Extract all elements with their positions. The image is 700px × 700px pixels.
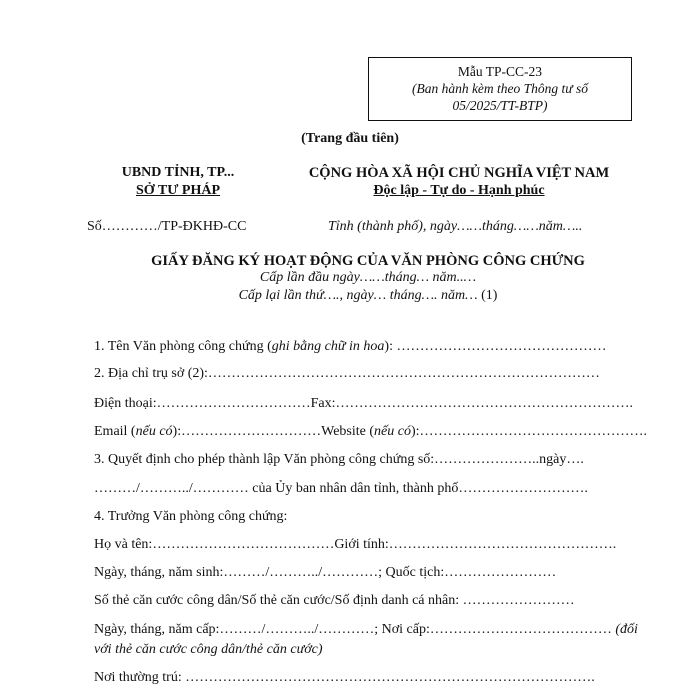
email-label: Email (	[94, 424, 136, 439]
line-id-number: Số thẻ căn cước công dân/Số thẻ căn cước/Số định danh cá nhân: ……………………	[94, 593, 575, 608]
form-code: Mẫu TP-CC-23	[457, 64, 543, 79]
line-birthdate-nationality: Ngày, tháng, năm sinh:………/………../…………; Quốc tịch:……………………	[94, 565, 557, 580]
line-residence: Nơi thường trú: …………………………………………………………………………….	[94, 670, 595, 685]
left-dept-wrap	[92, 183, 264, 199]
page-marker: (Trang đầu tiên)	[301, 131, 399, 146]
office-name-dots: ): ………………………………………	[384, 339, 607, 354]
line-fullname-gender: Họ và tên:…………………………………Giới tính:………………………………………….	[94, 537, 617, 552]
office-name-label: 1. Tên Văn phòng công chứng (	[94, 339, 272, 354]
document-number: Số…………/TP-ĐKHĐ-CC	[87, 219, 247, 234]
reissue-text: Cấp lại lần thứ…., ngày… tháng…. năm…	[238, 288, 478, 303]
document-title: GIẤY ĐĂNG KÝ HOẠT ĐỘNG CỦA VĂN PHÒNG CÔNG CHỨNG	[151, 253, 585, 269]
line-office-name	[94, 339, 606, 355]
form-code-box	[368, 57, 632, 121]
issue-note-start: (đối	[615, 622, 638, 637]
line-phone-fax: Điện thoại:……………………………Fax:……………………………………………………….	[94, 396, 633, 411]
line-head-heading: 4. Trưởng Văn phòng công chứng:	[94, 509, 288, 524]
website-dots: ):………………………………………….	[410, 424, 648, 439]
motto-wrap	[296, 183, 622, 199]
line-issue-date-place	[94, 622, 638, 638]
website-optional: nếu có	[374, 424, 411, 439]
line-issue-note: với thẻ căn cước công dân/thẻ căn cước)	[94, 642, 323, 657]
reissue-note: (1)	[477, 288, 498, 303]
left-dept: SỞ TƯ PHÁP	[135, 183, 220, 198]
email-optional: nếu có	[135, 424, 173, 439]
issue-date-place: Ngày, tháng, năm cấp:………/………../…………; Nơi cấp:…………………………………	[94, 622, 616, 637]
left-org: UBND TỈNH, TP...	[121, 165, 235, 180]
country-name: CỘNG HÒA XÃ HỘI CHỦ NGHĨA VIỆT NAM	[308, 165, 610, 181]
issued-by: (Ban hành kèm theo Thông tư số	[411, 81, 589, 96]
first-issue-line: Cấp lần đầu ngày……tháng… năm..…	[259, 270, 477, 285]
line-decision-date: ………/………../………… của Ủy ban nhân dân tỉnh, thành phố……………………….	[94, 481, 588, 496]
website-label: ):…………………………Website (	[172, 424, 375, 439]
line-decision: 3. Quyết định cho phép thành lập Văn phòng công chứng số:…………………..ngày….	[94, 452, 584, 467]
line-address: 2. Địa chỉ trụ sở (2):…………………………………………………………………………	[94, 366, 600, 381]
circular-number: 05/2025/TT-BTP)	[452, 98, 548, 113]
line-email-website	[94, 424, 647, 440]
motto: Độc lập - Tự do - Hạnh phúc	[373, 183, 545, 198]
reissue-line	[0, 288, 700, 304]
place-date: Tỉnh (thành phố), ngày……tháng……năm…..	[328, 219, 583, 234]
office-name-hint: ghi bằng chữ in hoa	[271, 339, 385, 354]
